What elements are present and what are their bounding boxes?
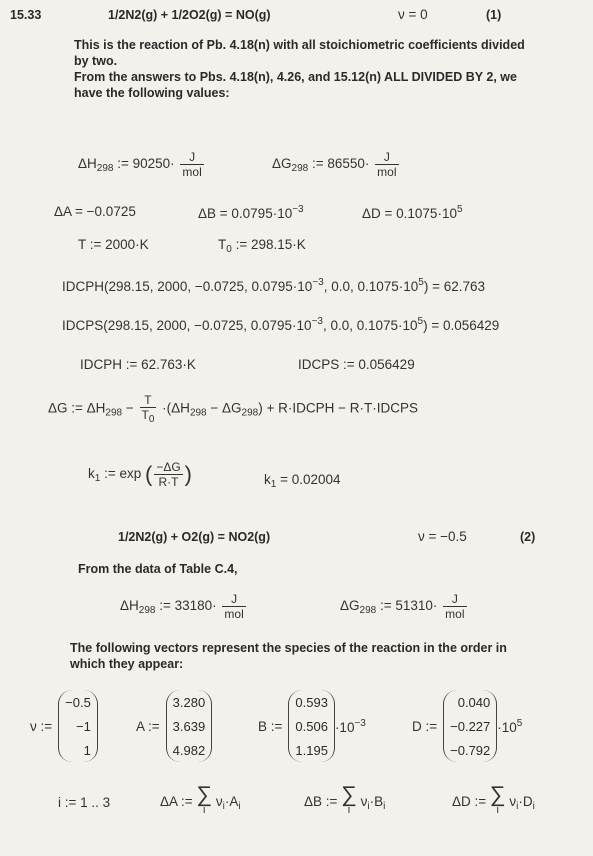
vectors-intro-line-2: which they appear: (70, 657, 184, 671)
dA-sum: ΔA := ∑ i $\nu_i\cdot A_i$ (160, 781, 241, 817)
reaction-2-dH298: $\Delta H_{298}$ := 33180· $\frac{J}{\text{mol}}$ (120, 592, 244, 621)
problem-number: 15.33 (10, 8, 42, 22)
D-vector: D := 0.040 −0.227 −0.792 $\cdot 10^5$ (412, 690, 522, 762)
reaction-1-equation: 1/2N2(g) + 1/2O2(g) = NO(g) (108, 8, 271, 22)
index-range: i := 1 .. 3 (58, 795, 111, 810)
k1-definition: $k_1$ := exp ( $\frac{-\Delta G}{R\cdot T}$ ) (88, 460, 192, 489)
nu-vector: ν := −0.5 −1 1 (30, 690, 98, 762)
reaction-2-number: (2) (520, 530, 536, 544)
reaction-2-equation: 1/2N2(g) + O2(g) = NO2(g) (118, 530, 271, 544)
dD-sum: ΔD := ∑ i $\nu_i\cdot D_i$ (452, 781, 535, 817)
dA-value: ΔA = −0.0725 (54, 204, 136, 219)
dG298-definition: $\Delta G_{298}$ := 86550· $\frac{J}{\text{mol}}$ (272, 150, 397, 179)
intro-line-2: by two. (74, 54, 118, 68)
T-definition: T := 2000·K (78, 237, 149, 252)
dH298-definition: $\Delta H_{298}$ := 90250· $\frac{J}{\text{mol}}$ (78, 150, 202, 179)
T0-definition: $T_0$ := 298.15·K (218, 237, 306, 255)
vectors-intro-line-1: The following vectors represent the species of the reaction in the order in (70, 641, 507, 655)
k1-result: $k_1 = 0.02004$ (264, 472, 341, 490)
dB-value: $\Delta B = 0.0795\cdot 10^{-3}$ (198, 204, 304, 221)
dG-equation: ΔG := $\Delta H_{298}$ − $\frac{T}{T_0}$ $\cdot(\Delta H_{298} - \Delta G_{298})$ + R·IDCPH − R·T·IDCPS (48, 393, 418, 425)
B-vector: B := 0.593 0.506 1.195 $\cdot 10^{-3}$ (258, 690, 366, 762)
dD-value: $\Delta D = 0.1075\cdot 10^5$ (362, 204, 463, 221)
table-note: From the data of Table C.4, (78, 562, 238, 576)
intro-line-4: have the following values: (74, 86, 230, 100)
idcps-assignment: IDCPS := 0.056429 (298, 357, 415, 372)
idcph-call: IDCPH(298.15, 2000, −0.0725, $0.0795\cdot 10^{-3}$, 0.0, $0.1075\cdot 10^5) = 62.763$ (62, 277, 486, 294)
A-vector: A := 3.280 3.639 4.982 (136, 690, 212, 762)
reaction-1-number: (1) (486, 8, 502, 22)
intro-line-1: This is the reaction of Pb. 4.18(n) with all stoichiometric coefficients divided (74, 38, 525, 52)
reaction-1-nu: ν = 0 (398, 7, 428, 22)
intro-line-3: From the answers to Pbs. 4.18(n), 4.26, and 15.12(n) ALL DIVIDED BY 2, we (74, 70, 517, 84)
dB-sum: ΔB := ∑ i $\nu_i\cdot B_i$ (304, 781, 386, 817)
reaction-2-dG298: $\Delta G_{298}$ := 51310· $\frac{J}{\text{mol}}$ (340, 592, 465, 621)
idcph-assignment: IDCPH := 62.763·K (80, 357, 196, 372)
idcps-call: IDCPS(298.15, 2000, −0.0725, $0.0795\cdot 10^{-3}$, 0.0, $0.1075\cdot 10^5) = 0.056429$ (62, 316, 500, 333)
reaction-2-nu: ν = −0.5 (418, 529, 467, 544)
